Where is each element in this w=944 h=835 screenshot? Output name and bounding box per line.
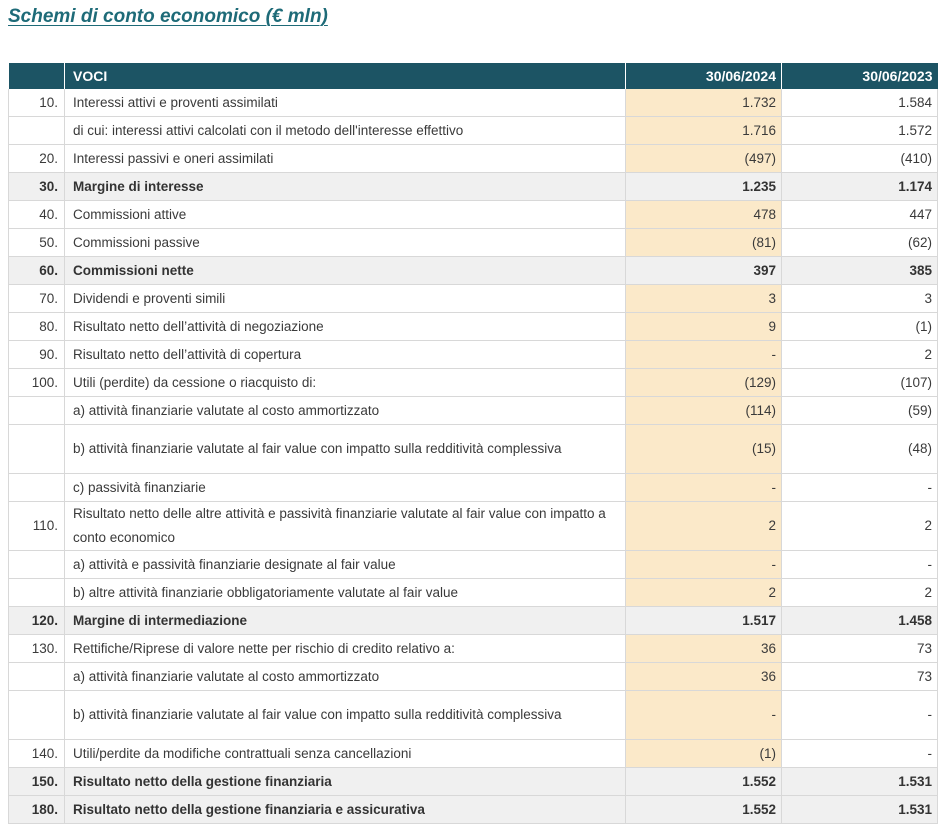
row-number: 20.	[9, 145, 65, 173]
table-row	[9, 145, 938, 173]
page-title: Schemi di conto economico (€ mln)	[8, 6, 328, 27]
row-value-2023: 1.458	[782, 607, 938, 635]
row-value-2024: -	[626, 474, 782, 502]
row-value-2024: 9	[626, 313, 782, 341]
header-number	[9, 63, 65, 89]
table-header-row	[9, 63, 938, 89]
row-number	[9, 579, 65, 607]
row-value-2023: (107)	[782, 369, 938, 397]
table-total-row	[9, 768, 938, 796]
row-number	[9, 663, 65, 691]
row-label: Risultato netto della gestione finanziaria	[65, 768, 626, 796]
row-value-2023: (62)	[782, 229, 938, 257]
row-value-2023: 73	[782, 635, 938, 663]
row-number: 120.	[9, 607, 65, 635]
row-value-2024: -	[626, 551, 782, 579]
row-value-2023: 1.572	[782, 117, 938, 145]
row-number: 10.	[9, 89, 65, 117]
row-label: c) passività finanziarie	[65, 474, 626, 502]
row-label: a) attività e passività finanziarie designate al fair value	[65, 551, 626, 579]
row-label: a) attività finanziarie valutate al costo ammortizzato	[65, 397, 626, 425]
table-row	[9, 369, 938, 397]
table-row	[9, 502, 938, 551]
row-value-2023: (1)	[782, 313, 938, 341]
row-label: di cui: interessi attivi calcolati con il metodo dell'interesse effettivo	[65, 117, 626, 145]
row-number	[9, 425, 65, 474]
row-label: Commissioni passive	[65, 229, 626, 257]
row-value-2023: 1.174	[782, 173, 938, 201]
table-row	[9, 117, 938, 145]
row-value-2023: 1.531	[782, 768, 938, 796]
row-label: Risultato netto dell’attività di negoziazione	[65, 313, 626, 341]
row-label: a) attività finanziarie valutate al costo ammortizzato	[65, 663, 626, 691]
row-number: 60.	[9, 257, 65, 285]
row-number: 30.	[9, 173, 65, 201]
row-value-2024: 478	[626, 201, 782, 229]
row-value-2023: -	[782, 691, 938, 740]
row-label: Risultato netto dell’attività di copertura	[65, 341, 626, 369]
table-total-row	[9, 796, 938, 824]
row-value-2024: 1.235	[626, 173, 782, 201]
row-label: Commissioni nette	[65, 257, 626, 285]
row-value-2024: 1.552	[626, 768, 782, 796]
row-value-2024: (15)	[626, 425, 782, 474]
table-row	[9, 663, 938, 691]
row-label: Utili (perdite) da cessione o riacquisto di:	[65, 369, 626, 397]
row-value-2024: 1.716	[626, 117, 782, 145]
row-number: 70.	[9, 285, 65, 313]
row-number: 40.	[9, 201, 65, 229]
row-label: Risultato netto delle altre attività e passività finanziarie valutate al fair value con impatto a conto economico	[65, 502, 626, 551]
row-label: Commissioni attive	[65, 201, 626, 229]
row-value-2023: 2	[782, 502, 938, 551]
row-label: b) attività finanziarie valutate al fair value con impatto sulla redditività complessiva	[65, 691, 626, 740]
income-statement-table	[8, 63, 938, 824]
row-value-2024: (129)	[626, 369, 782, 397]
row-value-2024: 397	[626, 257, 782, 285]
row-label: b) attività finanziarie valutate al fair value con impatto sulla redditività complessiva	[65, 425, 626, 474]
row-value-2023: 1.584	[782, 89, 938, 117]
row-value-2023: (48)	[782, 425, 938, 474]
row-value-2024: -	[626, 691, 782, 740]
row-value-2024: 2	[626, 502, 782, 551]
table-row	[9, 691, 938, 740]
table-row	[9, 89, 938, 117]
row-label: Margine di interesse	[65, 173, 626, 201]
row-number	[9, 551, 65, 579]
table-row	[9, 397, 938, 425]
row-number	[9, 117, 65, 145]
header-voci: VOCI	[65, 63, 626, 89]
table-row	[9, 313, 938, 341]
row-label: Risultato netto della gestione finanziaria e assicurativa	[65, 796, 626, 824]
row-label: Interessi passivi e oneri assimilati	[65, 145, 626, 173]
row-number	[9, 474, 65, 502]
table-row	[9, 579, 938, 607]
row-value-2023: (59)	[782, 397, 938, 425]
row-number	[9, 397, 65, 425]
table-row	[9, 229, 938, 257]
row-number: 100.	[9, 369, 65, 397]
row-value-2024: 1.552	[626, 796, 782, 824]
row-label: Utili/perdite da modifiche contrattuali senza cancellazioni	[65, 740, 626, 768]
row-value-2023: 2	[782, 579, 938, 607]
table-row	[9, 285, 938, 313]
row-number: 50.	[9, 229, 65, 257]
row-value-2024: 1.732	[626, 89, 782, 117]
row-value-2023: 447	[782, 201, 938, 229]
row-label: Rettifiche/Riprese di valore nette per rischio di credito relativo a:	[65, 635, 626, 663]
table-row	[9, 341, 938, 369]
row-value-2024: (497)	[626, 145, 782, 173]
row-value-2024: -	[626, 341, 782, 369]
header-2023: 30/06/2023	[782, 63, 938, 89]
row-number: 150.	[9, 768, 65, 796]
row-number: 140.	[9, 740, 65, 768]
header-2024: 30/06/2024	[626, 63, 782, 89]
table-body	[9, 89, 938, 824]
row-value-2024: 36	[626, 635, 782, 663]
row-label: Margine di intermediazione	[65, 607, 626, 635]
table-total-row	[9, 607, 938, 635]
row-number: 180.	[9, 796, 65, 824]
row-label: b) altre attività finanziarie obbligatoriamente valutate al fair value	[65, 579, 626, 607]
table-row	[9, 635, 938, 663]
row-value-2023: 3	[782, 285, 938, 313]
row-number	[9, 691, 65, 740]
row-value-2024: (81)	[626, 229, 782, 257]
row-value-2023: -	[782, 740, 938, 768]
row-value-2024: 3	[626, 285, 782, 313]
table-total-row	[9, 257, 938, 285]
row-value-2024: 1.517	[626, 607, 782, 635]
row-label: Interessi attivi e proventi assimilati	[65, 89, 626, 117]
row-value-2023: -	[782, 474, 938, 502]
row-value-2024: (1)	[626, 740, 782, 768]
row-value-2023: 73	[782, 663, 938, 691]
row-value-2023: 2	[782, 341, 938, 369]
table-row	[9, 201, 938, 229]
row-value-2024: (114)	[626, 397, 782, 425]
row-number: 80.	[9, 313, 65, 341]
row-value-2024: 2	[626, 579, 782, 607]
table-total-row	[9, 173, 938, 201]
row-value-2023: 1.531	[782, 796, 938, 824]
table-row	[9, 425, 938, 474]
row-value-2023: -	[782, 551, 938, 579]
row-label: Dividendi e proventi simili	[65, 285, 626, 313]
table-row	[9, 551, 938, 579]
table-row	[9, 474, 938, 502]
row-value-2023: (410)	[782, 145, 938, 173]
row-number: 110.	[9, 502, 65, 551]
row-number: 130.	[9, 635, 65, 663]
row-value-2024: 36	[626, 663, 782, 691]
table-row	[9, 740, 938, 768]
row-value-2023: 385	[782, 257, 938, 285]
row-number: 90.	[9, 341, 65, 369]
